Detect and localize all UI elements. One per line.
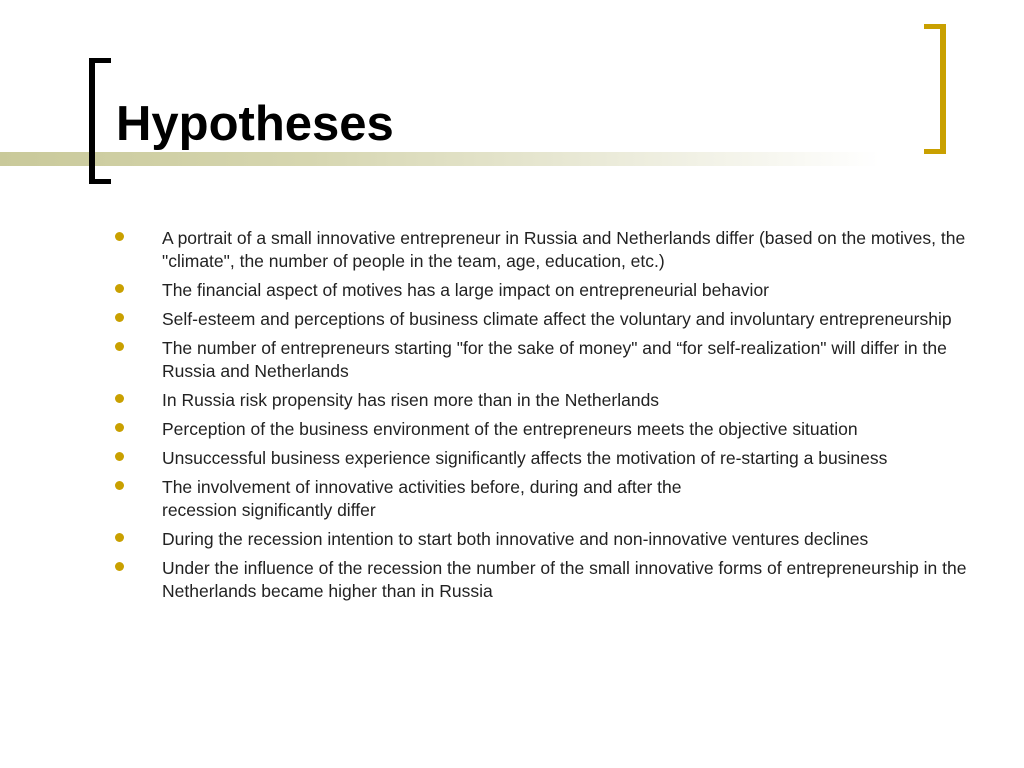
list-item-text: In Russia risk propensity has risen more than in the Netherlands: [162, 390, 660, 410]
bullet-dot-icon: [115, 284, 124, 293]
bullet-dot-icon: [115, 394, 124, 403]
hypotheses-list: [112, 227, 972, 609]
left-bracket-decoration: [89, 58, 111, 184]
list-item: [112, 528, 972, 551]
title-underline-band: [0, 152, 880, 166]
list-item: [112, 308, 972, 331]
list-item-text: The financial aspect of motives has a large impact on entrepreneurial behavior: [162, 280, 770, 300]
list-item: [112, 447, 972, 470]
list-item: [112, 557, 972, 603]
bullet-dot-icon: [115, 562, 124, 571]
bullet-dot-icon: [115, 232, 124, 241]
bullet-dot-icon: [115, 481, 124, 490]
list-item-text: During the recession intention to start both innovative and non-innovative ventures declines: [162, 529, 869, 549]
list-item: [112, 476, 972, 522]
list-item-text: Under the influence of the recession the number of the small innovative forms of entrepreneurship in the Netherlands became higher than in Russia: [162, 558, 967, 601]
list-item: [112, 337, 972, 383]
bullet-dot-icon: [115, 533, 124, 542]
list-item: [112, 279, 972, 302]
list-item-text: Unsuccessful business experience significantly affects the motivation of re-starting a business: [162, 448, 888, 468]
list-item-text: The involvement of innovative activities before, during and after the recession significantly differ: [162, 477, 682, 520]
list-item: [112, 418, 972, 441]
slide-title: Hypotheses: [116, 97, 394, 151]
bullet-dot-icon: [115, 313, 124, 322]
bullet-dot-icon: [115, 423, 124, 432]
bullet-dot-icon: [115, 452, 124, 461]
list-item: [112, 389, 972, 412]
right-bracket-decoration: [924, 24, 946, 154]
list-item-text: Self-esteem and perceptions of business climate affect the voluntary and involuntary entrepreneurship: [162, 309, 952, 329]
bullet-dot-icon: [115, 342, 124, 351]
list-item-text: A portrait of a small innovative entrepreneur in Russia and Netherlands differ (based on the motives, the "climate", the number of people in the team, age, education, etc.): [162, 228, 966, 271]
list-item-text: Perception of the business environment of the entrepreneurs meets the objective situation: [162, 419, 858, 439]
list-item-text: The number of entrepreneurs starting "for the sake of money" and “for self-realization" will differ in the Russia and Netherlands: [162, 338, 947, 381]
list-item: [112, 227, 972, 273]
